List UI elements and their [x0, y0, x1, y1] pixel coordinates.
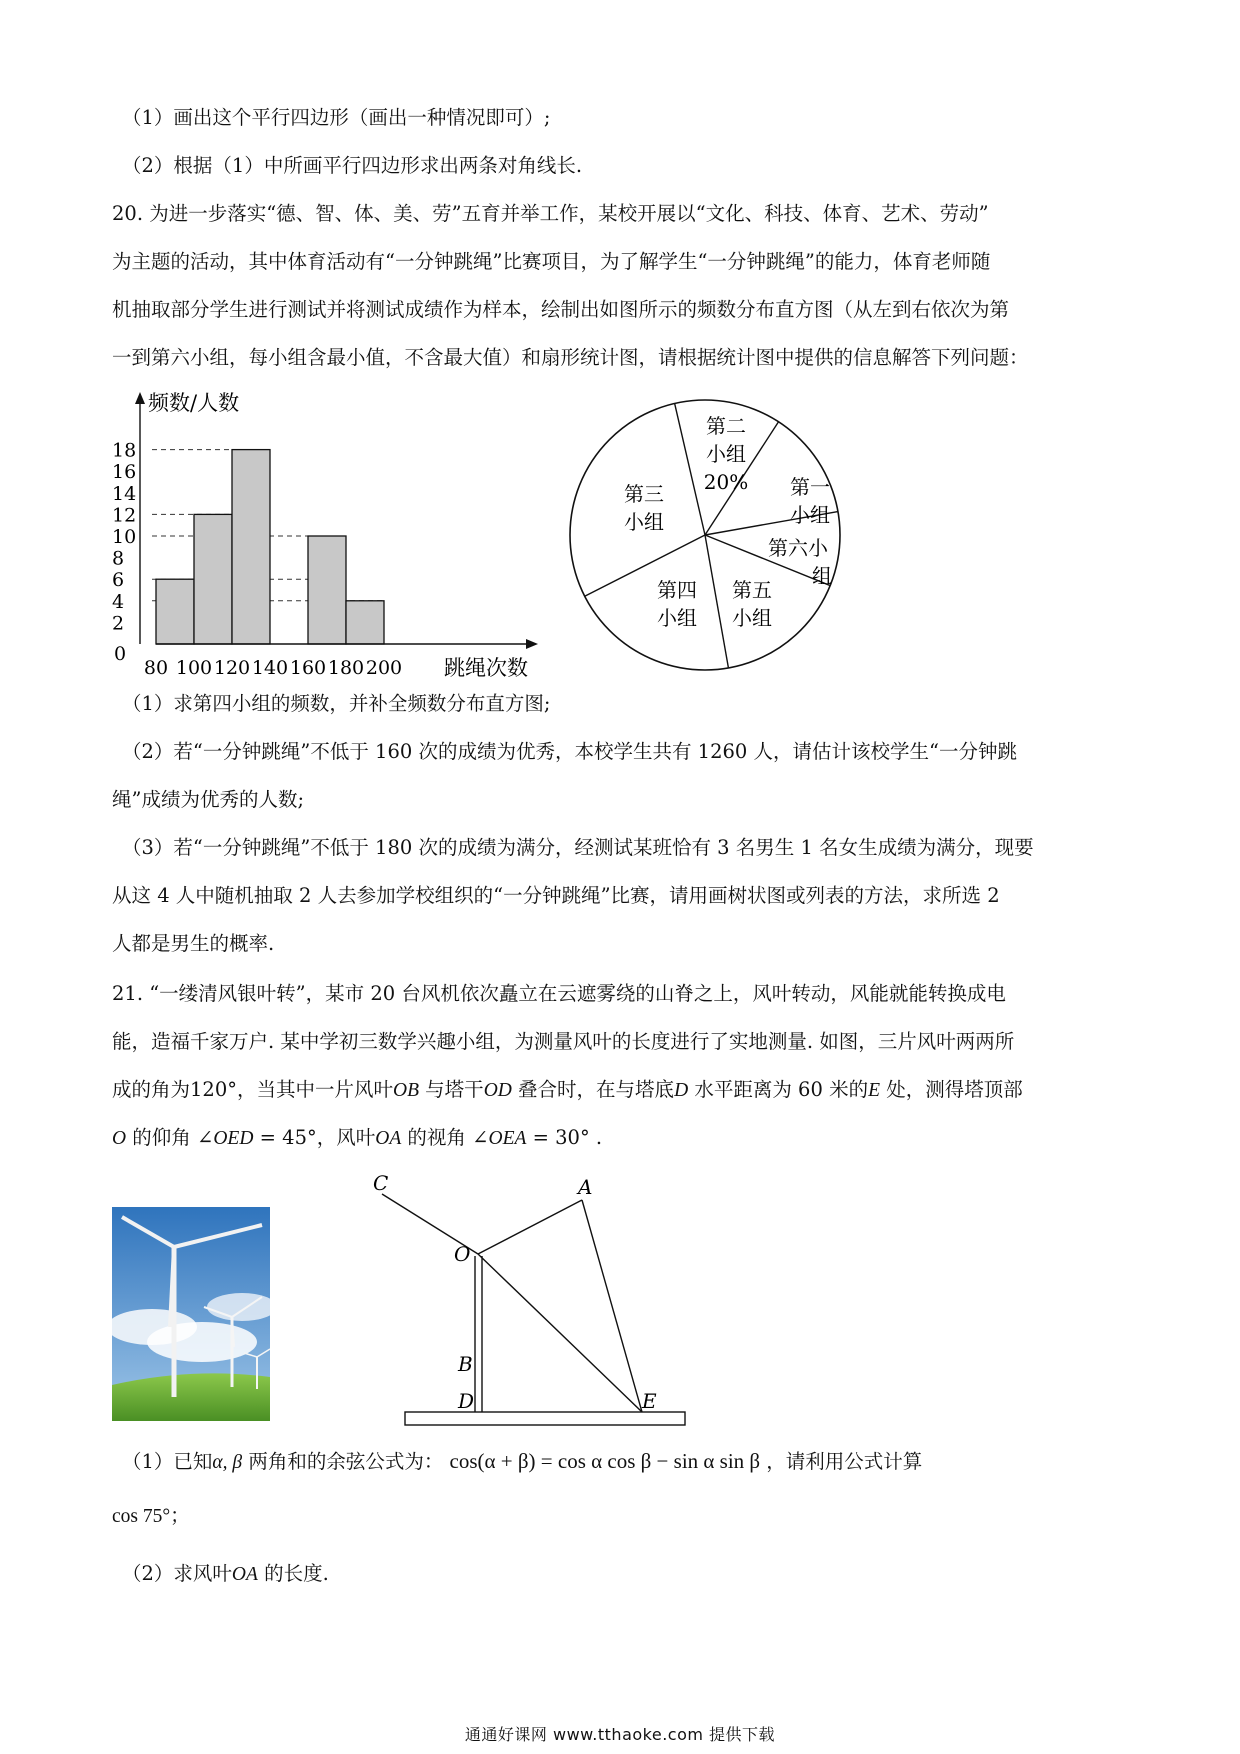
q20-part1: （1）求第四小组的频数，并补全频数分布直方图; [122, 692, 551, 715]
q21-part2 [122, 1560, 329, 1589]
q20-stem-line1: 20. 为进一步落实“德、智、体、美、劳”五育并举工作，某校开展以“文化、科技、体育、艺术、劳动” [112, 202, 989, 225]
pie-boundary-g5-g4 [705, 535, 728, 668]
q21-l4-O: O [112, 1128, 127, 1149]
pie-label-g2-line3: 20% [703, 470, 749, 494]
label-D: D [458, 1389, 475, 1413]
q20-part2-line1: （2）若“一分钟跳绳”不低于 160 次的成绩为优秀，本校学生共有 1260 人，请估计该校学生“一分钟跳 [122, 740, 1017, 763]
pie-label-group2 [704, 414, 748, 494]
q20-stem-line2: 为主题的活动，其中体育活动有“一分钟跳绳”比赛项目，为了解学生“一分钟跳绳”的能力，体育老师随 [112, 250, 991, 273]
q19-part2: （2）根据（1）中所画平行四边形求出两条对角线长. [122, 154, 583, 177]
y-tick-label-0: 0 [114, 643, 127, 665]
q21-stem-line3 [112, 1076, 1023, 1105]
bar-180-200 [346, 601, 384, 644]
segment-OE [478, 1254, 642, 1412]
pie-label-g2-line2: 小组 [706, 442, 746, 466]
x-tick-label-160: 160 [289, 657, 327, 678]
bar-80-100 [156, 579, 194, 644]
bar-160-180 [308, 536, 346, 644]
x-tick-label-180: 180 [327, 657, 365, 678]
wind-turbine-diagram [370, 1170, 700, 1435]
x-tick-label-200: 200 [365, 657, 403, 678]
y-axis-title: 频数/人数 [148, 391, 240, 415]
q21-l3-text-i: 处，测得塔顶部 [880, 1078, 1023, 1101]
x-tick-label-140: 140 [251, 657, 289, 678]
q20-stem-line4: 一到第六小组，每小组含最小值，不含最大值）和扇形统计图，请根据统计图中提供的信息解答下列问题： [112, 346, 1029, 369]
page-footer: 通通好课网 www.tthaoke.com 提供下载 [464, 1725, 776, 1744]
q21-l3-text-e: 叠合时，在与塔底 [511, 1078, 675, 1101]
q21-l4-OEA: OEA [488, 1128, 527, 1149]
q21-part1-line2: cos 75°； [112, 1506, 190, 1527]
q21-p1-text-c: 两角和的余弦公式为： [242, 1450, 450, 1473]
y-tick-label-6: 6 [112, 569, 125, 592]
x-axis-title: 跳绳次数 [444, 656, 528, 678]
q20-part3-line1: （3）若“一分钟跳绳”不低于 180 次的成绩为满分，经测试某班恰有 3 名男生 1 名女生成绩为满分，现要 [122, 836, 1034, 859]
pie-label-g4-line2: 小组 [657, 606, 697, 630]
label-A: A [578, 1175, 593, 1199]
label-B: B [458, 1352, 473, 1376]
q21-l4-text-d: = 45°，风叶 [253, 1126, 376, 1149]
q21-p1-text-d: ，请利用公式计算 [760, 1450, 923, 1473]
q21-p1-text-a: （1）已知 [122, 1450, 213, 1473]
pie-label-group3 [624, 482, 664, 534]
y-axis-arrow [135, 392, 145, 404]
x-tick-label-120: 120 [213, 657, 251, 678]
pie-label-group5 [732, 578, 772, 630]
pie-label-g3-line2: 小组 [624, 510, 664, 534]
x-axis-arrow [526, 639, 538, 649]
y-tick-label-8: 8 [112, 547, 125, 570]
pie-label-g6-line1: 第六小 [768, 536, 828, 560]
x-tick-label-80: 80 [143, 657, 169, 678]
q19-part1: （1）画出这个平行四边形（画出一种情况即可）; [122, 106, 551, 129]
y-tick-label-18: 18 [112, 439, 137, 462]
q21-l3-D: D [674, 1080, 689, 1101]
label-C: C [373, 1171, 389, 1195]
y-tick-label-14: 14 [112, 482, 137, 505]
q21-l3-OD: OD [483, 1080, 512, 1101]
q21-p2-text-a: （2）求风叶 [122, 1562, 232, 1585]
pie-label-g6-line2: 组 [812, 564, 832, 588]
pie-label-g2-line1: 第二 [706, 414, 746, 438]
y-tick-label-10: 10 [112, 526, 137, 548]
q21-l4-OA: OA [375, 1128, 402, 1149]
x-tick-label-100: 100 [175, 657, 213, 678]
y-tick-label-2: 2 [112, 612, 125, 635]
pie-label-group4 [657, 578, 697, 630]
frequency-histogram [112, 388, 552, 678]
q21-l3-E: E [868, 1080, 880, 1101]
pie-chart [560, 388, 860, 678]
segment-AE [582, 1200, 642, 1412]
pie-label-g1-line1: 第一 [790, 475, 830, 499]
y-tick-label-12: 12 [112, 504, 137, 527]
blade-OA [478, 1200, 582, 1254]
pie-label-g5-line2: 小组 [732, 606, 772, 630]
q21-l3-OB: OB [392, 1080, 419, 1101]
q21-l4-text-b: 的仰角 ∠ [126, 1126, 214, 1149]
q21-stem-line2: 能，造福千家万户. 某中学初三数学兴趣小组，为测量风叶的长度进行了实地测量. 如图，三片风叶两两所 [112, 1030, 1015, 1053]
pie-boundary-g2-g3 [675, 403, 705, 535]
bar-100-120 [194, 514, 232, 644]
q21-l3-text-a: 成的角为120°，当其中一片风叶 [112, 1078, 393, 1101]
pie-label-g1-line2: 小组 [790, 503, 830, 527]
q21-stem-line1: 21. “一缕清风银叶转”，某市 20 台风机依次矗立在云遮雾绕的山脊之上，风叶转动，风能就能转换成电 [112, 982, 1006, 1005]
q21-p1-formula: cos(α + β) = cos α cos β − sin α sin β [449, 1449, 761, 1473]
q20-part2-line2: 绳”成绩为优秀的人数; [112, 788, 305, 811]
q20-stem-line3: 机抽取部分学生进行测试并将测试成绩作为样本，绘制出如图所示的频数分布直方图（从左到右依次为第 [112, 298, 1010, 321]
q21-l3-text-g: 水平距离为 60 米的 [688, 1078, 869, 1101]
pie-label-g5-line1: 第五 [732, 578, 772, 602]
q21-p2-OA: OA [231, 1564, 258, 1585]
pie-label-g3-line1: 第三 [624, 482, 664, 506]
label-O: O [454, 1242, 471, 1266]
q21-l3-text-c: 与塔干 [418, 1078, 484, 1101]
wind-turbine-photo [112, 1207, 270, 1421]
q21-p2-text-c: 的长度. [257, 1562, 329, 1585]
q20-part3-line3: 人都是男生的概率. [112, 932, 275, 955]
y-tick-label-4: 4 [112, 590, 125, 613]
label-E: E [642, 1389, 657, 1413]
q21-stem-line4 [112, 1124, 602, 1153]
pie-label-group1 [790, 475, 830, 527]
bar-120-140 [232, 450, 270, 644]
pie-label-g4-line1: 第四 [657, 578, 697, 602]
q21-part1-line1 [122, 1447, 922, 1477]
q21-l4-text-f: 的视角 ∠ [401, 1126, 489, 1149]
q20-part3-line2: 从这 4 人中随机抽取 2 人去参加学校组织的“一分钟跳绳”比赛，请用画树状图或列表的方法，求所选 2 [112, 884, 1000, 907]
ground-base [405, 1412, 685, 1425]
q21-l4-text-h: = 30° . [526, 1126, 603, 1149]
q21-l4-OED: OED [213, 1128, 254, 1149]
y-tick-label-16: 16 [112, 461, 137, 484]
q21-p1-alpha-beta: α, β [212, 1452, 243, 1473]
pie-label-group6 [768, 536, 832, 588]
